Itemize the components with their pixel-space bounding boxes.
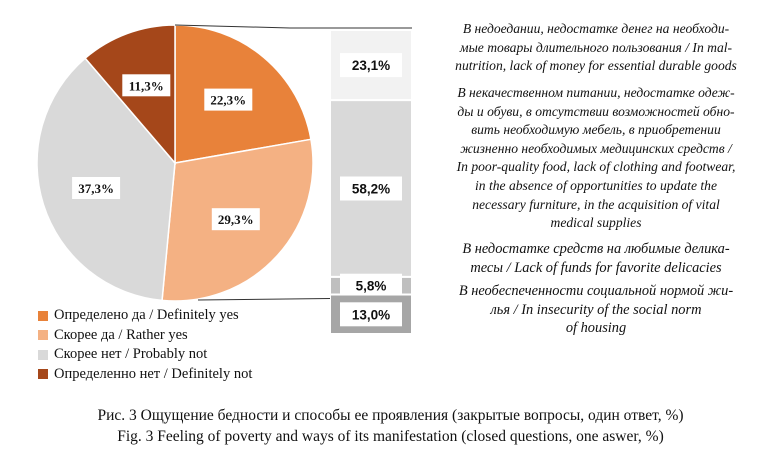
bar-note-delicacies: В недостатке средств на любимые делика- тесы / Lack of funds for favorite delicacies [462, 241, 730, 276]
caption-en: Fig. 3 Feeling of poverty and ways of its manifestation (closed questions, one aswer, %) [117, 428, 664, 445]
bar-note-housing: В необеспеченности социальной нормой жи- лья / In insecurity of the social norm of housing [458, 283, 734, 337]
bar-data-label: 23,1% [351, 58, 391, 74]
bar-data-label: 13,0% [351, 307, 391, 323]
legend-swatch [38, 350, 48, 360]
pie-legend [38, 306, 252, 384]
legend-label: Определенно нет / Definitely not [54, 365, 253, 382]
legend-label: Скорее нет / Probably not [54, 346, 208, 362]
legend-swatch [38, 311, 48, 321]
connector-line-bottom [198, 299, 330, 300]
legend-item-rather-yes [38, 326, 252, 346]
pie-data-label: 11,3% [128, 78, 164, 94]
legend-swatch [38, 330, 48, 340]
legend-item-probably-not [38, 345, 252, 365]
pie-data-label: 29,3% [217, 212, 254, 228]
pie-data-label: 22,3% [210, 92, 247, 108]
legend-label: Скорее да / Rather yes [54, 326, 188, 343]
bar-note-poor-quality-food: В некачественном питании, недостатке одеж- ды и обуви, в отсутствии возможностей обно- вить необходимую мебель, в приобретении жизненно необходимых медицинских средств / In poor-quality food, lack of clothing and footwear, in the absence of opportunities to update the necessary furniture, in the acquisition of vital medical supplies [456, 85, 736, 231]
legend-item-definitely-yes [38, 306, 252, 326]
legend-item-definitely-not [38, 365, 252, 385]
bar-data-label: 58,2% [351, 181, 391, 197]
legend-swatch [38, 369, 48, 379]
bar-data-label: 5,8% [355, 278, 387, 294]
caption-ru: Рис. 3 Ощущение бедности и способы ее проявления (закрытые вопросы, один ответ, %) [97, 407, 684, 424]
bar-note-malnutrition: В недоедании, недостатке денег на необходи- мые товары длительного пользования / In mal- nutrition, lack of money for essential durable goods [455, 21, 737, 74]
legend-label: Определено да / Definitely yes [54, 307, 239, 323]
pie-data-label: 37,3% [78, 181, 114, 196]
